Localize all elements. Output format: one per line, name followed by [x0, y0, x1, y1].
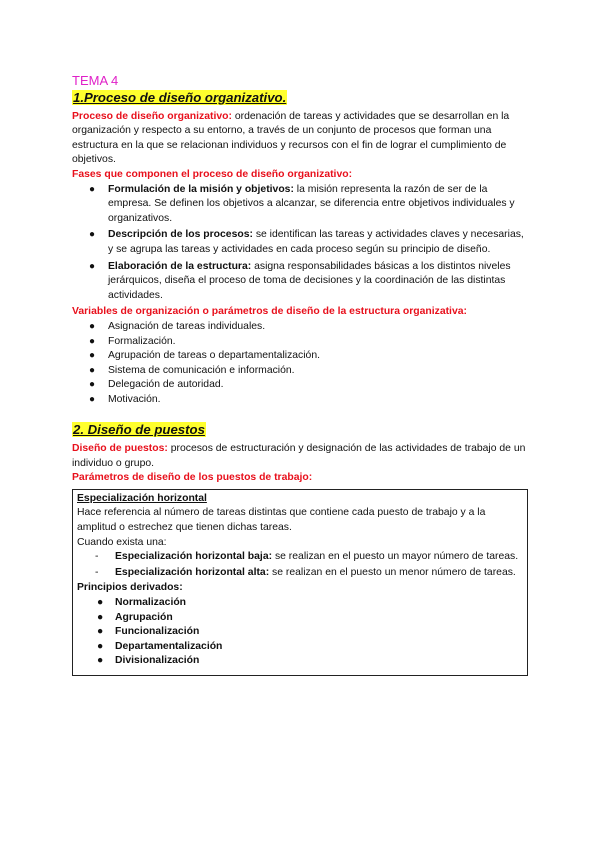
section1-def-label: Proceso de diseño organizativo:: [72, 110, 232, 122]
box-heading: Especialización horizontal: [77, 492, 207, 504]
list-item: [97, 625, 523, 640]
list-item: [97, 596, 523, 611]
box-when: Cuando exista una:: [77, 536, 167, 548]
item-text: se realizan en el puesto un menor número de tareas.: [269, 566, 516, 578]
bullet-icon: ●: [89, 350, 96, 362]
list-item: [88, 364, 528, 379]
dash-icon: -: [95, 566, 99, 578]
box-text: Hace referencia al número de tareas distintas que contiene cada puesto de trabajo y a la amplitud o estrechez que tienen dichas tareas.: [77, 507, 486, 534]
section1-heading: [72, 89, 528, 108]
bullet-icon: ●: [89, 183, 96, 195]
bullet-icon: ●: [97, 611, 104, 623]
principle-text: Divisionalización: [115, 655, 200, 667]
phases-heading: Fases que componen el proceso de diseño organizativo:: [72, 168, 353, 180]
phase-label: Descripción de los procesos:: [108, 229, 253, 241]
phase-text: se identifican las tareas y actividades claves y necesarias, y se agrupa las tareas y actividades en cada proceso según su principio de diseño.: [108, 229, 524, 255]
bullet-icon: ●: [97, 626, 104, 638]
chapter-label: TEMA 4: [72, 73, 119, 88]
dash-icon: -: [95, 551, 99, 563]
section1-def-text: ordenación de tareas y actividades que se desarrollan en la organización y respecto a su entorno, a través de un conjunto de procesos que forman una estructura en la que se relacionan individuos y recursos con el fin de lograr el cumplimiento de objetivos.: [72, 110, 510, 166]
principles-list: [77, 596, 523, 669]
list-item: [95, 550, 523, 565]
variable-text: Sistema de comunicación e información.: [108, 364, 295, 376]
list-item: [88, 349, 528, 364]
list-item: [97, 611, 523, 626]
document-page: [72, 72, 528, 676]
bullet-icon: ●: [89, 393, 96, 405]
list-item: [88, 228, 528, 257]
bullet-icon: ●: [97, 640, 104, 652]
list-item: [97, 654, 523, 669]
variables-heading: Variables de organización o parámetros de diseño de la estructura organizativa:: [72, 306, 467, 318]
principle-text: Funcionalización: [115, 626, 200, 638]
principles-heading: [77, 581, 523, 596]
section2-def-label: Diseño de puestos:: [72, 443, 168, 455]
section2-def-text: procesos de estructuración y designación de las actividades de trabajo de un individuo o grupo.: [72, 443, 526, 469]
principle-text: Normalización: [115, 597, 187, 608]
list-item: [88, 260, 528, 304]
specialization-list: [77, 550, 523, 580]
bullet-icon: ●: [97, 655, 104, 667]
bullet-icon: ●: [89, 335, 96, 347]
list-item: [97, 640, 523, 655]
variable-text: Agrupación de tareas o departamentalización.: [108, 350, 320, 362]
bullet-icon: ●: [89, 364, 96, 376]
section2-heading: [72, 421, 528, 440]
section2-title: 2. Diseño de puestos: [73, 422, 205, 438]
phase-label: Formulación de la misión y objetivos:: [108, 183, 294, 195]
bullet-icon: ●: [89, 379, 96, 391]
principles-heading-text: Principios derivados:: [77, 582, 183, 594]
item-text: se realizan en el puesto un mayor número de tareas.: [272, 551, 519, 563]
phase-label: Elaboración de la estructura:: [108, 260, 252, 272]
bullet-icon: ●: [89, 260, 96, 272]
principle-text: Agrupación: [115, 611, 173, 623]
list-item: [88, 378, 528, 393]
section2-definition: [72, 442, 528, 471]
variable-text: Asignación de tareas individuales.: [108, 320, 266, 332]
list-item: [88, 393, 528, 408]
item-label: Especialización horizontal alta:: [115, 566, 270, 578]
variable-text: Motivación.: [108, 393, 161, 405]
list-item: [95, 566, 523, 581]
list-item: [88, 320, 528, 335]
list-item: [88, 183, 528, 227]
variable-text: Delegación de autoridad.: [108, 379, 224, 391]
bullet-icon: ●: [89, 229, 96, 241]
bullet-icon: ●: [89, 320, 96, 332]
principle-text: Departamentalización: [115, 640, 223, 652]
params-heading: Parámetros de diseño de los puestos de trabajo:: [72, 472, 313, 484]
variables-list: [72, 320, 528, 408]
item-label: Especialización horizontal baja:: [115, 551, 273, 563]
phase-text: la misión representa la razón de ser de la empresa. Se definen los objetivos a alcanzar, se diferencia entre objetivos individuales y organizativos.: [108, 183, 515, 224]
variable-text: Formalización.: [108, 335, 176, 347]
section1-title: 1.Proceso de diseño organizativo.: [73, 90, 287, 105]
spacer: [72, 407, 528, 421]
list-item: [88, 335, 528, 350]
section1-definition: [72, 110, 528, 168]
specialization-box: [72, 489, 528, 676]
bullet-icon: ●: [97, 597, 104, 608]
phase-text: asigna responsabilidades básicas a los distintos niveles jerárquicos, diseña el proceso de toma de decisiones y la coordinación de las distintas actividades.: [108, 260, 511, 301]
phases-list: [72, 183, 528, 304]
